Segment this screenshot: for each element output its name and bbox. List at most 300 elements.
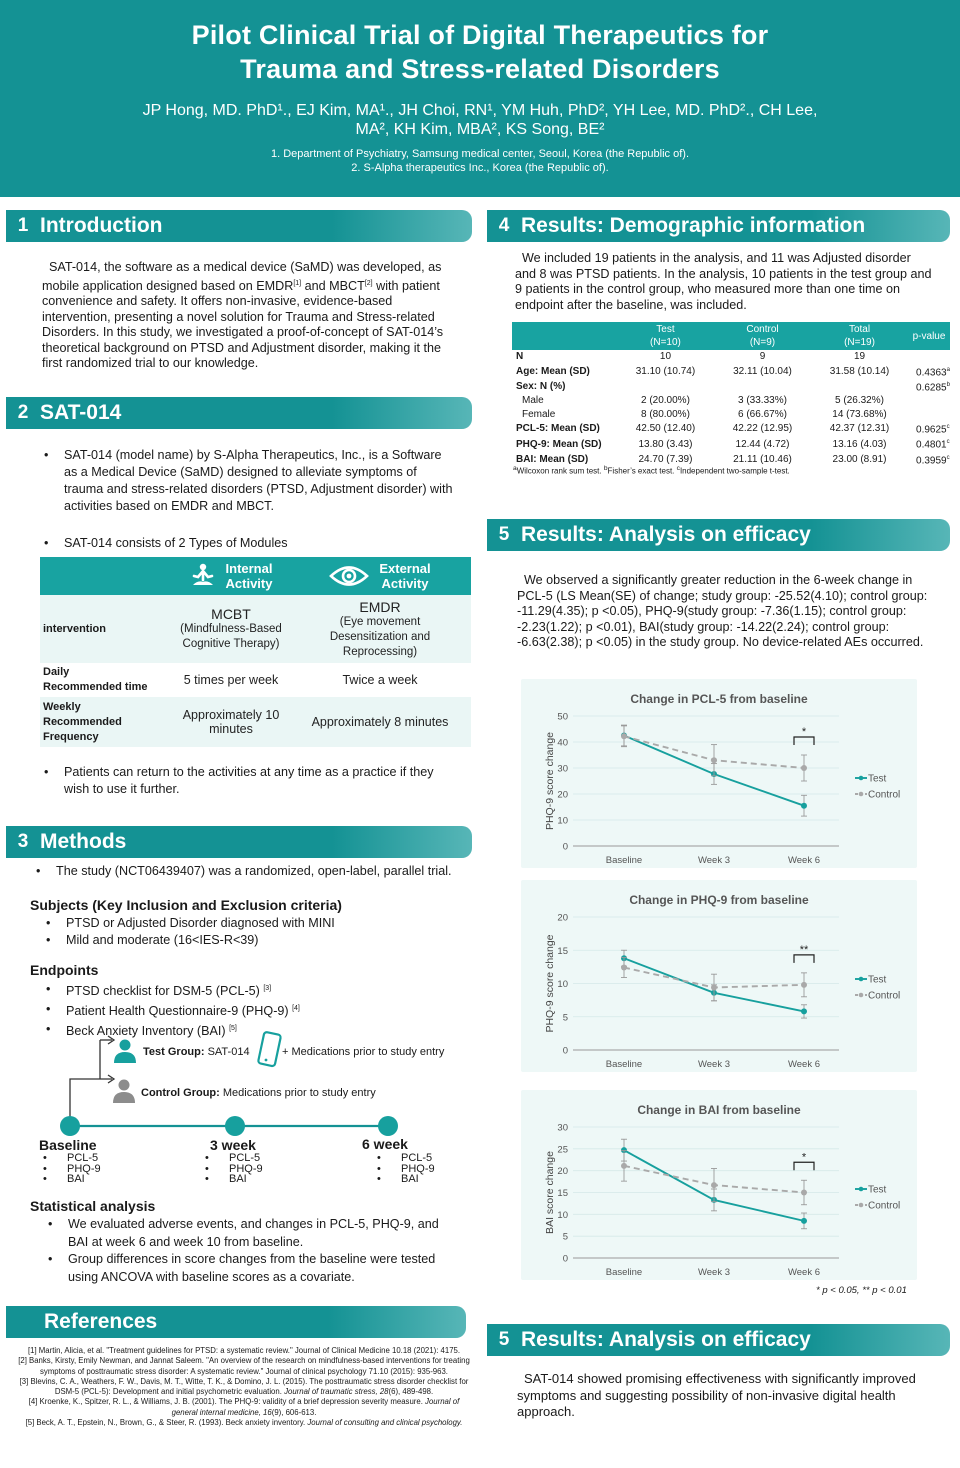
- subjects-heading: Subjects (Key Inclusion and Exclusion criteria): [30, 897, 342, 913]
- external-label-1: External: [379, 561, 431, 576]
- y-tick-label: 40: [557, 737, 568, 749]
- data-point-control: [711, 984, 717, 990]
- demo-header-p: p-value: [908, 322, 950, 350]
- legend-label-control: Control: [868, 789, 901, 801]
- cell-test: [617, 421, 714, 436]
- demo-header-control: [714, 322, 811, 350]
- foot-b-text: Fisher’s exact test.: [607, 466, 677, 476]
- x-tick-label: Week 3: [697, 1267, 731, 1278]
- intervention-label: intervention: [40, 595, 173, 663]
- y-tick-label: 30: [557, 1122, 568, 1134]
- foot-a-text: Wilcoxon rank sum test.: [516, 466, 604, 476]
- section-title: Results: Analysis on efficacy: [521, 523, 811, 546]
- cell-test-value: 10: [659, 351, 672, 363]
- data-point-control: [711, 1182, 717, 1188]
- demographic-row: [512, 350, 950, 364]
- endpoint-3-text: Beck Anxiety Inventory (BAI): [66, 1024, 230, 1039]
- weekly-label: [40, 697, 173, 747]
- statistical-analysis-list: [46, 1216, 456, 1286]
- endpoint-2: [44, 1000, 464, 1020]
- significance-bracket: [794, 737, 814, 745]
- chart-bai: [521, 1090, 917, 1280]
- chart-title: Change in PHQ-9 from baseline: [629, 893, 809, 907]
- x-tick-label: Week 6: [787, 1267, 821, 1278]
- cell-control: [714, 364, 811, 379]
- demographic-header-row: [512, 322, 950, 350]
- authors-line-2: MA², KH Kim, MBA², KS Song, BE²: [355, 121, 605, 138]
- cell-total: [811, 452, 908, 467]
- weekly-label-2: Recommended: [43, 715, 122, 728]
- mbct-desc-1: (Mindfulness-Based: [180, 623, 282, 635]
- measure-phq9: • PHQ-9: [371, 1164, 435, 1175]
- data-point-control: [621, 965, 627, 971]
- x-tick-label: Week 6: [787, 1059, 821, 1070]
- daily-label: [40, 663, 173, 697]
- legend-marker-control: [859, 1203, 864, 1208]
- endpoint-2-text: Patient Health Questionnaire-9 (PHQ-9): [66, 1004, 293, 1019]
- endpoint-1-ref: [3]: [263, 985, 272, 992]
- foot-a-sup: a: [513, 465, 517, 472]
- data-point-control: [621, 1163, 627, 1169]
- cell-control-value: 12.44 (4.72): [735, 438, 790, 450]
- emdr-desc-1: (Eye movement: [339, 615, 421, 628]
- legend-marker-test: [859, 1187, 864, 1192]
- cell-total: [811, 350, 908, 364]
- x-tick-label: Baseline: [605, 855, 643, 866]
- cell-control: [714, 394, 811, 408]
- measure-bai: • BAI: [199, 1174, 263, 1185]
- foot-c-text: Independent two-sample t-test.: [679, 466, 790, 476]
- cell-total: [811, 421, 908, 436]
- cell-test: [617, 350, 714, 364]
- foot-b-sup: b: [603, 465, 608, 472]
- data-point-control: [711, 757, 717, 763]
- module-row-weekly: [40, 697, 471, 747]
- cell-total-value: 5 (26.32%): [835, 395, 884, 407]
- affiliation-2: 2. S-Alpha therapeutics Inc., Korea (the Republic of).: [351, 162, 609, 174]
- pvalue-test-marker: a: [946, 366, 950, 373]
- test-group-rest: SAT-014: [204, 1046, 250, 1058]
- cell-pvalue: [908, 350, 950, 364]
- sat014-bullet-2: • SAT-014 consists of 2 Types of Modules: [42, 535, 454, 552]
- references-list: [18, 1346, 470, 1428]
- cell-control-value: 6 (66.67%): [738, 408, 787, 420]
- section-efficacy-header: [487, 519, 950, 551]
- section-title: Results: Analysis on efficacy: [521, 1328, 811, 1351]
- intervention-internal: [173, 595, 289, 663]
- x-tick-label: Week 3: [697, 1059, 731, 1070]
- endpoints-list: [44, 980, 464, 1041]
- cell-total-value: 23.00 (8.91): [832, 453, 887, 465]
- row-label: [512, 408, 617, 422]
- y-tick-label: 10: [557, 1209, 568, 1221]
- measure-phq9: • PHQ-9: [199, 1164, 263, 1175]
- section-title: SAT-014: [40, 401, 122, 424]
- section-demographic-header: [487, 210, 950, 242]
- cell-total-value: 31.58 (10.14): [829, 365, 890, 377]
- emdr-name: EMDR: [359, 598, 401, 615]
- demographic-row: [512, 394, 950, 408]
- cell-total: [811, 394, 908, 408]
- cell-control-value: 21.11 (10.46): [733, 453, 792, 465]
- measure-phq9: • PHQ-9: [37, 1164, 101, 1175]
- cell-pvalue-value: 0.4363: [916, 366, 947, 378]
- timepoint-baseline: Baseline: [39, 1137, 97, 1153]
- mbct-desc-2: Cognitive Therapy): [182, 638, 280, 650]
- row-label-value: Age: Mean (SD): [516, 365, 590, 377]
- row-label: [512, 394, 617, 408]
- cell-control-value: 32.11 (10.04): [733, 365, 792, 377]
- test-group-label: [143, 1046, 250, 1058]
- pvalue-test-marker: c: [946, 424, 950, 431]
- section-number: 2: [17, 402, 29, 423]
- row-label-value: Female: [522, 408, 556, 420]
- significance-marker: *: [801, 726, 807, 738]
- timeline-arrow: [108, 1075, 114, 1083]
- module-table: [40, 557, 471, 747]
- eye-icon: [329, 563, 369, 589]
- intro-text-a: SAT-014, the software as a medical device (SaMD) was developed, as mobile application designed based on EMDR: [42, 260, 442, 293]
- measure-pcl5: • PCL-5: [371, 1153, 435, 1164]
- methods-study-design: [34, 863, 474, 880]
- module-row-daily: [40, 663, 471, 697]
- legend-marker-control: [859, 993, 864, 998]
- y-tick-label: 30: [557, 763, 568, 775]
- demographic-row: [512, 436, 950, 451]
- demographic-text: We included 19 patients in the analysis, and 11 was Adjusted disorder and 8 was PTSD patients. In the analysis, 10 patients in the test group and 9 patients in the control group, who measured more than one time on endpoint after the baseline, was included.: [515, 251, 932, 312]
- section-title: References: [44, 1310, 158, 1333]
- timeline-node-week3: [225, 1116, 245, 1136]
- intervention-external: [289, 595, 471, 663]
- cell-pvalue: [908, 364, 950, 379]
- y-tick-label: 0: [562, 1253, 568, 1265]
- daily-label-2: Recommended time: [43, 681, 148, 693]
- ref-sup-2: [2]: [364, 279, 373, 287]
- cell-pvalue: [908, 421, 950, 436]
- cell-pvalue: [908, 436, 950, 451]
- significance-bracket: [794, 1162, 814, 1170]
- module-table-header: [40, 557, 471, 595]
- col-test-1: Test: [656, 324, 675, 335]
- row-label: [512, 379, 617, 394]
- demographic-table: [512, 322, 950, 467]
- external-label-2: Activity: [381, 576, 429, 591]
- cell-test: [617, 394, 714, 408]
- demographic-row: [512, 364, 950, 379]
- row-label-value: N: [516, 351, 524, 363]
- section-number: 1: [17, 215, 29, 236]
- endpoint-1: [44, 980, 464, 1000]
- cell-control-value: 42.22 (12.95): [732, 423, 793, 435]
- row-label-value: BAI: Mean (SD): [516, 453, 589, 465]
- reference-4-a: [4] Kroenke, K., Spitzer, R. L., & Williams, J. B. (2001). The PHQ-9: validity of a brief depression severity measure.: [28, 1397, 426, 1407]
- title-line-2: Trauma and Stress-related Disorders: [240, 54, 720, 84]
- cell-test-value: 42.50 (12.40): [635, 423, 696, 435]
- demo-header-test: [617, 322, 714, 350]
- cell-pvalue-value: 0.3959: [916, 455, 947, 467]
- weekly-label-3: Frequency: [43, 730, 99, 743]
- subjects-list: [44, 915, 464, 949]
- timeline-branch: [70, 1079, 112, 1126]
- cell-control: [714, 436, 811, 451]
- y-tick-label: 15: [557, 945, 568, 957]
- pvalue-test-marker: c: [946, 439, 950, 446]
- authors: [0, 101, 960, 139]
- y-tick-label: 15: [557, 1188, 568, 1199]
- reference-5-a: [5] Beck, A. T., Epstein, N., Brown, G., & Steer, R. (1993). Beck anxiety inventory.: [25, 1418, 308, 1428]
- sat014-bullet-3: • Patients can return to the activities at any time as a practice if they wish to use it further.: [42, 764, 454, 798]
- col-test-2: (N=10): [650, 337, 681, 348]
- measure-pcl5: • PCL-5: [37, 1153, 101, 1164]
- sat014-practice-note: [42, 764, 454, 798]
- y-tick-label: 25: [557, 1144, 568, 1156]
- reference-5: [18, 1418, 470, 1428]
- poster-header: [0, 0, 960, 197]
- emdr-desc-3: Reprocessing): [342, 645, 418, 658]
- cell-pvalue-value: 0.9625: [916, 424, 947, 436]
- reference-1: [1] Martin, Alicia, et al. "Treatment guidelines for PTSD: a systematic review." Journal of Clinical Medicine 10.18 (2021): 4175.: [27, 1346, 461, 1355]
- cell-total-value: 14 (73.68%): [832, 408, 887, 420]
- demographic-row: [512, 408, 950, 422]
- cell-total-value: 42.37 (12.31): [829, 423, 890, 435]
- significance-marker: **: [799, 943, 809, 956]
- weekly-internal-1: Approximately 10: [182, 708, 280, 722]
- control-group-bold: Control Group:: [141, 1087, 220, 1099]
- y-tick-label: 10: [557, 815, 568, 827]
- row-label-value: PCL-5: Mean (SD): [516, 423, 600, 435]
- weekly-label-1: Weekly: [43, 700, 81, 713]
- section-number: 5: [498, 524, 510, 545]
- cell-pvalue-value: 0.6285: [916, 382, 947, 394]
- section-title: Results: Demographic information: [521, 214, 866, 237]
- legend-label-test: Test: [868, 1184, 887, 1196]
- weekly-internal: [173, 697, 289, 747]
- internal-label-1: Internal: [225, 561, 273, 576]
- data-point-test: [801, 1008, 807, 1014]
- y-tick-label: 20: [557, 789, 568, 801]
- legend-marker-test: [859, 977, 864, 982]
- cell-test: [617, 436, 714, 451]
- row-label: [512, 350, 617, 364]
- meditation-icon: [190, 563, 216, 589]
- cell-test: [617, 364, 714, 379]
- y-axis-label: BAI score change: [544, 1151, 556, 1234]
- conclusion-text: SAT-014 showed promising effectiveness with significantly improved symptoms and suggesting possibility of non-invasive digital health approach.: [517, 1371, 916, 1419]
- cell-control-value: 9: [759, 351, 766, 363]
- module-header-internal: [173, 557, 289, 595]
- timepoint-week3: 3 week: [210, 1137, 256, 1153]
- endpoint-1-text: PTSD checklist for DSM-5 (PCL-5): [66, 984, 264, 999]
- section-number: 5: [498, 1329, 510, 1350]
- intro-text-c: with patient convenience and safety. It offers non-invasive, evidence-based intervention, presenting a novel solution for Trauma and Stress-related Disorders. In this study, we investigated a proof-of-concept of SAT-014’s theoretical background on PTSD and Adjustment disorder, making it the first randomized trial to our knowledge.: [42, 278, 444, 371]
- cell-test-value: 2 (20.00%): [640, 395, 690, 407]
- col-total-2: (N=19): [844, 337, 875, 348]
- authors-line-1: JP Hong, MD. PhD¹., EJ Kim, MA¹., JH Choi, RN¹, YM Huh, PhD², YH Lee, MD. PhD²., CH Lee,: [142, 102, 818, 119]
- demographic-row: [512, 421, 950, 436]
- sat014-modules-intro: [42, 535, 454, 552]
- col-control-1: Control: [746, 324, 779, 335]
- demographic-footnote: [513, 465, 790, 476]
- study-design-text: • The study (NCT06439407) was a randomized, open-label, parallel trial.: [34, 863, 474, 880]
- row-label-value: Sex: N (%): [516, 380, 566, 392]
- cell-test-value: 24.70 (7.39): [638, 453, 693, 465]
- cell-control-value: 3 (33.33%): [738, 395, 787, 407]
- legend-marker-control: [859, 792, 864, 797]
- row-label: [512, 421, 617, 436]
- weekly-internal-2: minutes: [209, 722, 253, 736]
- reference-4: [18, 1397, 470, 1418]
- demographic-row: [512, 379, 950, 394]
- mbct-name: MCBT: [211, 606, 251, 622]
- ref-sup-1: [1]: [293, 279, 302, 287]
- chart-title: Change in BAI from baseline: [637, 1103, 801, 1117]
- timepoint-week6: 6 week: [362, 1136, 408, 1152]
- section-title: Methods: [40, 830, 127, 853]
- reference-2: [2] Banks, Kirsty, Emily Newman, and Jannat Saleem. "An overview of the research on mindfulness-based interventions for treating symptoms of posttraumatic stress disorder: A systematic review." Journal of clinical psychology 71.10 (2015): 935-963.: [18, 1356, 470, 1376]
- subject-criterion-1: • PTSD or Adjusted Disorder diagnosed with MINI: [44, 915, 464, 932]
- cell-pvalue: [908, 394, 950, 408]
- reference-4-b: (9), 606-613.: [271, 1407, 317, 1417]
- reference-5-journal: Journal of consulting and clinical psychology.: [307, 1418, 463, 1428]
- col-control-2: (N=9): [749, 337, 776, 348]
- legend-marker-test: [859, 776, 864, 781]
- data-point-test: [801, 1218, 807, 1224]
- cell-total-value: 19: [853, 351, 866, 363]
- data-point-control: [801, 982, 807, 988]
- cell-test-value: 13.80 (3.43): [638, 438, 693, 450]
- affiliation-1: 1. Department of Psychiatry, Samsung medical center, Seoul, Korea (the Republic of).: [271, 148, 689, 160]
- row-label: [512, 436, 617, 451]
- sat014-description: [42, 447, 454, 515]
- col-total-1: Total: [848, 324, 871, 335]
- section-sat014-header: [6, 397, 472, 429]
- x-tick-label: Baseline: [605, 1059, 643, 1070]
- statistical-analysis-heading: Statistical analysis: [30, 1198, 156, 1214]
- cell-total: [811, 364, 908, 379]
- legend-label-control: Control: [868, 990, 901, 1002]
- cell-test: [617, 408, 714, 422]
- baseline-measures: [37, 1153, 101, 1185]
- data-point-control: [621, 733, 627, 739]
- module-row-intervention: [40, 595, 471, 663]
- cell-test: [617, 379, 714, 394]
- y-tick-label: 10: [557, 979, 568, 990]
- subject-criterion-2: • Mild and moderate (16<IES-R<39): [44, 932, 464, 949]
- daily-external: Twice a week: [289, 663, 471, 697]
- week3-measures: [199, 1153, 263, 1185]
- stat-item-1: • We evaluated adverse events, and changes in PCL-5, PHQ-9, and BAI at week 6 and week 10 from baseline.: [46, 1216, 456, 1251]
- significance-marker: *: [801, 1151, 807, 1164]
- endpoint-3: [44, 1020, 464, 1040]
- y-tick-label: 20: [557, 1166, 568, 1178]
- test-group-extra: + Medications prior to study entry: [282, 1046, 445, 1058]
- endpoints-heading: Endpoints: [30, 962, 99, 978]
- timeline-node-baseline: [60, 1116, 80, 1136]
- internal-label-2: Activity: [225, 576, 273, 591]
- y-tick-label: 20: [557, 912, 568, 924]
- chart-svg: [521, 679, 917, 868]
- x-tick-label: Week 3: [697, 855, 731, 866]
- reference-3-a: [3] Blevins, C. A., Weathers, F. W., Davis, M. T., Witte, T. K., & Domino, J. L. (2015). The posttraumatic stress disorder checklist for DSM-5 (PCL-5): Development and initial psychometric evaluation.: [19, 1376, 469, 1397]
- significance-bracket: [794, 955, 814, 963]
- data-point-test: [801, 803, 807, 809]
- y-axis-label: PHQ-9 score change: [544, 934, 556, 1033]
- row-label: [512, 364, 617, 379]
- reference-3-journal: Journal of traumatic stress, 28: [284, 1387, 389, 1397]
- intro-text-b: and MBCT: [301, 278, 365, 293]
- efficacy-text: We observed a significantly greater reduction in the 6-week change in PCL-5 (LS Mean(SE) of change; study group: -25.52(4.10); control group: -11.29(4.35); p <0.05), PHQ-9(study group: -7.36(1.15); control group: -2.23(1.22); p <0.01), BAI(study group: -14.22(2.24); control group: -6.63(2.38); p <0.05) in the study group. No device-related AEs occurred.: [517, 573, 928, 649]
- y-axis-label: PHQ-9 score change: [544, 731, 556, 831]
- section-methods-header: [6, 826, 472, 858]
- endpoint-3-ref: [5]: [229, 1025, 237, 1033]
- chart-svg: [521, 880, 917, 1072]
- reference-3: [18, 1377, 470, 1398]
- measure-bai: • BAI: [37, 1174, 101, 1185]
- cell-test-value: 31.10 (10.74): [635, 365, 696, 377]
- title-line-1: Pilot Clinical Trial of Digital Therapeutics for: [191, 20, 769, 50]
- module-header-empty: [40, 557, 173, 595]
- legend-label-test: Test: [868, 974, 887, 986]
- significance-note: * p < 0.05, ** p < 0.01: [816, 1285, 907, 1296]
- cell-test-value: 8 (80.00%): [640, 408, 690, 420]
- section-number: 3: [17, 831, 29, 852]
- section-title: Introduction: [40, 214, 163, 237]
- pvalue-test-marker: b: [946, 381, 950, 388]
- foot-c-sup: c: [676, 465, 680, 472]
- reference-4-journal: Journal of general internal medicine, 16: [171, 1397, 460, 1417]
- control-person-icon: [113, 1080, 135, 1104]
- data-point-control: [801, 765, 807, 771]
- cell-pvalue: [908, 379, 950, 394]
- reference-3-b: (6), 489-498.: [388, 1387, 434, 1397]
- data-point-control: [801, 1190, 807, 1196]
- week6-measures: [371, 1153, 435, 1185]
- introduction-text: [42, 260, 452, 372]
- pvalue-test-marker: c: [946, 454, 950, 461]
- cell-control: [714, 408, 811, 422]
- x-tick-label: Week 6: [787, 855, 821, 866]
- endpoint-2-ref: [4]: [292, 1005, 300, 1013]
- module-header-external: [289, 557, 471, 595]
- cell-pvalue: [908, 408, 950, 422]
- test-person-icon: [114, 1040, 136, 1064]
- cell-total: [811, 436, 908, 451]
- section-references-header: [6, 1306, 466, 1338]
- emdr-desc-2: Desensitization and: [329, 630, 431, 643]
- measure-pcl5: • PCL-5: [199, 1153, 263, 1164]
- affiliations: [0, 147, 960, 175]
- legend-label-test: Test: [868, 773, 887, 785]
- cell-total: [811, 408, 908, 422]
- test-group-bold: Test Group:: [143, 1046, 205, 1058]
- cell-control: [714, 350, 811, 364]
- poster-title: [0, 0, 960, 86]
- y-tick-label: 5: [562, 1231, 568, 1243]
- demo-header-total: [811, 322, 908, 350]
- y-tick-label: 5: [562, 1012, 568, 1024]
- y-tick-label: 0: [562, 841, 568, 853]
- control-group-rest: Medications prior to study entry: [219, 1087, 376, 1099]
- chart-svg: [521, 1090, 917, 1280]
- section-introduction-header: [6, 210, 472, 242]
- timeline-node-week6: [378, 1116, 398, 1136]
- cell-total: [811, 379, 908, 394]
- section-number: 4: [498, 215, 510, 236]
- measure-bai: • BAI: [371, 1174, 435, 1185]
- cell-control: [714, 421, 811, 436]
- sat014-bullet-1: • SAT-014 (model name) by S-Alpha Therapeutics, Inc., is a Software as a Medical Device (SaMD) designed to alleviate symptoms of trauma and stress-related disorders (PTSD, Adjustment disorder) with activities based on EMDR and MBCT.: [42, 447, 454, 515]
- x-tick-label: Baseline: [605, 1267, 643, 1278]
